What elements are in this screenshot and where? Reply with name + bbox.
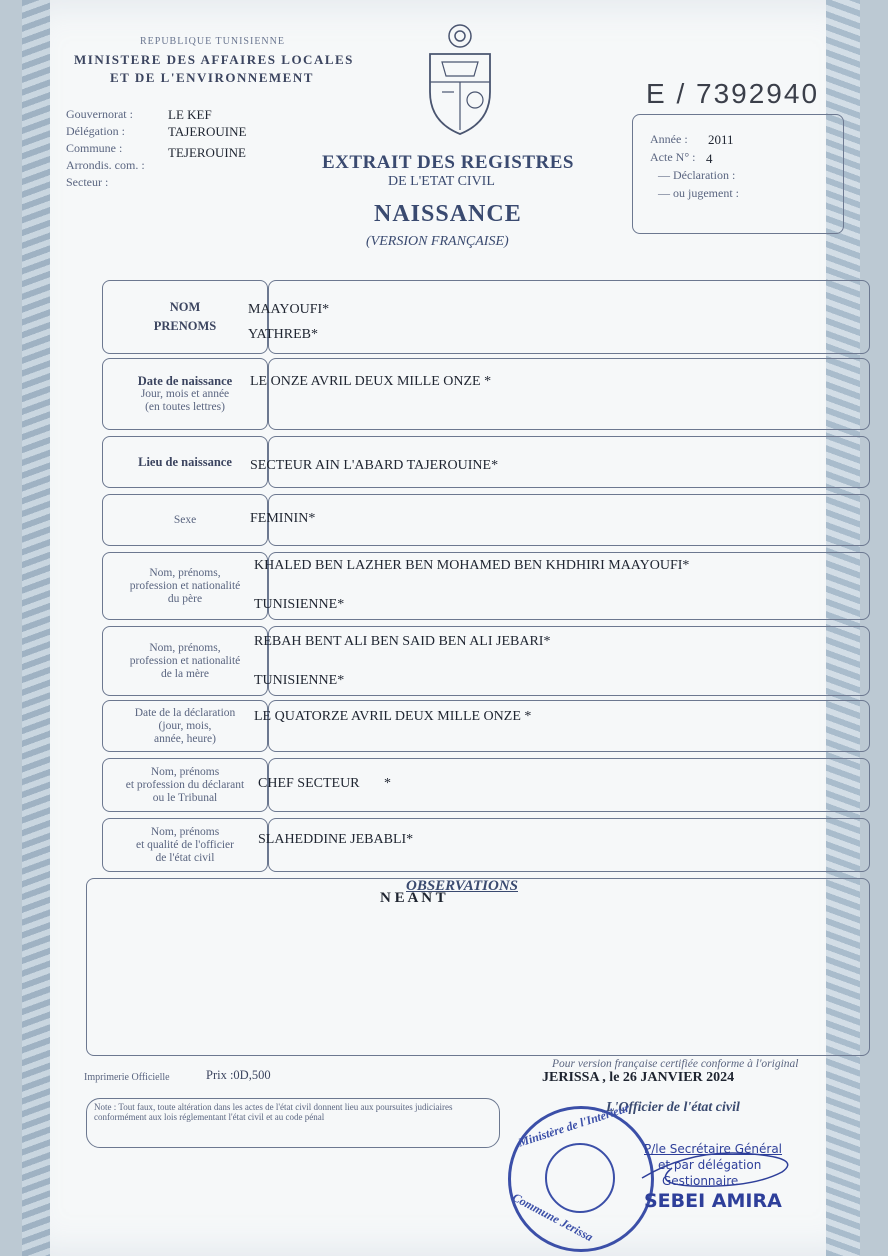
declaration-label: — Déclaration :: [658, 168, 736, 182]
stamp-top-text: Ministère de l'Intérieur: [516, 1100, 632, 1150]
place-date: JERISSA , le 26 JANVIER 2024: [542, 1070, 735, 1085]
pere-label: Nom, prénoms, profession et nationalité du père: [102, 552, 268, 620]
date-naissance-box: [268, 358, 870, 430]
sexe-value: FEMININ*: [250, 511, 316, 526]
observations-title: OBSERVATIONS: [406, 878, 518, 894]
nom-prenoms-box: [268, 280, 870, 354]
officier-value: SLAHEDDINE JEBABLI*: [258, 832, 414, 847]
mere-nationalite: TUNISIENNE*: [254, 673, 345, 688]
signatory-name: SEBEI AMIRA: [644, 1190, 782, 1212]
commune-value: TEJEROUINE: [168, 145, 246, 160]
sig-line3: Gestionnaire: [662, 1174, 739, 1188]
officier-label: Nom, prénoms et qualité de l'officier de l'état civil: [102, 818, 268, 872]
gouvernorat-label: Gouvernorat :: [66, 107, 133, 121]
coat-of-arms-icon: [420, 22, 500, 140]
etat-civil-subtitle: DE L'ETAT CIVIL: [388, 174, 495, 189]
gouvernorat-value: LE KEF: [168, 107, 212, 122]
certificate-page: [22, 0, 860, 1256]
sig-line2: et par délégation: [658, 1158, 762, 1172]
nom-value: MAAYOUFI*: [248, 302, 330, 317]
sexe-box: [268, 494, 870, 546]
serial-number: E / 7392940: [646, 78, 820, 109]
ministry-line2: ET DE L'ENVIRONNEMENT: [110, 70, 314, 85]
certified-note: Pour version française certifiée conforme à l'original: [552, 1058, 799, 1070]
observations-box: [86, 878, 870, 1056]
version-label: (VERSION FRANÇAISE): [366, 234, 509, 249]
declaration-date-value: LE QUATORZE AVRIL DEUX MILLE ONZE *: [254, 709, 532, 724]
mere-label: Nom, prénoms, profession et nationalité de la mère: [102, 626, 268, 696]
republic-label: REPUBLIQUE TUNISIENNE: [140, 36, 285, 47]
signature-scribble-icon: [632, 1138, 832, 1198]
sig-line1: P/le Secrétaire Général: [644, 1142, 783, 1156]
declarant-label: Nom, prénoms et profession du déclarant ou le Tribunal: [102, 758, 268, 812]
secteur-label: Secteur :: [66, 175, 109, 189]
mere-value: REBAH BENT ALI BEN SAID BEN ALI JEBARI*: [254, 634, 551, 649]
annee-label: Année :: [650, 132, 688, 146]
delegation-value: TAJEROUINE: [168, 124, 247, 139]
nom-prenoms-label: NOM PRENOMS: [102, 280, 268, 354]
declarant-value: CHEF SECTEUR *: [258, 776, 392, 791]
lieu-naissance-value: SECTEUR AIN L'ABARD TAJEROUINE*: [250, 458, 499, 473]
prenoms-value: YATHREB*: [248, 327, 319, 342]
sexe-label: Sexe: [102, 494, 268, 546]
officer-title: L'Officier de l'état civil: [606, 1100, 740, 1115]
observations-value: N E A N T: [380, 890, 446, 906]
delegation-label: Délégation :: [66, 124, 125, 138]
note-text: Note : Tout faux, toute altération dans les actes de l'état civil donnent lieu aux poursuites judiciaires conformément aux lois réglementant l'état civil et au code pénal: [94, 1102, 453, 1122]
declaration-date-label: Date de la déclaration (jour, mois, année, heure): [102, 700, 268, 752]
date-naissance-label: Date de naissance Jour, mois et année (en toutes lettres): [102, 358, 268, 430]
ministry-line1: MINISTERE DES AFFAIRES LOCALES: [74, 52, 354, 67]
extract-title: EXTRAIT DES REGISTRES: [322, 152, 574, 173]
acte-label: Acte N° :: [650, 150, 696, 164]
prix-label: Prix :0D,500: [206, 1068, 271, 1082]
annee-value: 2011: [708, 132, 734, 147]
commune-label: Commune :: [66, 141, 123, 155]
stamp-emblem-icon: [545, 1143, 615, 1213]
pere-nationalite: TUNISIENNE*: [254, 597, 345, 612]
lieu-naissance-label: Lieu de naissance: [102, 436, 268, 488]
pere-value: KHALED BEN LAZHER BEN MOHAMED BEN KHDHIRI MAAYOUFI*: [254, 558, 690, 573]
left-border-pattern: [22, 0, 50, 1256]
stamp-bottom-text: Commune Jerissa: [510, 1189, 596, 1245]
naissance-title: NAISSANCE: [374, 201, 522, 227]
acte-value: 4: [706, 151, 713, 166]
arrondis-label: Arrondis. com. :: [66, 158, 145, 172]
imprimerie-label: Imprimerie Officielle: [84, 1072, 170, 1083]
declaration-date-box: [268, 700, 870, 752]
jugement-label: — ou jugement :: [658, 186, 739, 200]
date-naissance-value: LE ONZE AVRIL DEUX MILLE ONZE *: [250, 374, 492, 389]
